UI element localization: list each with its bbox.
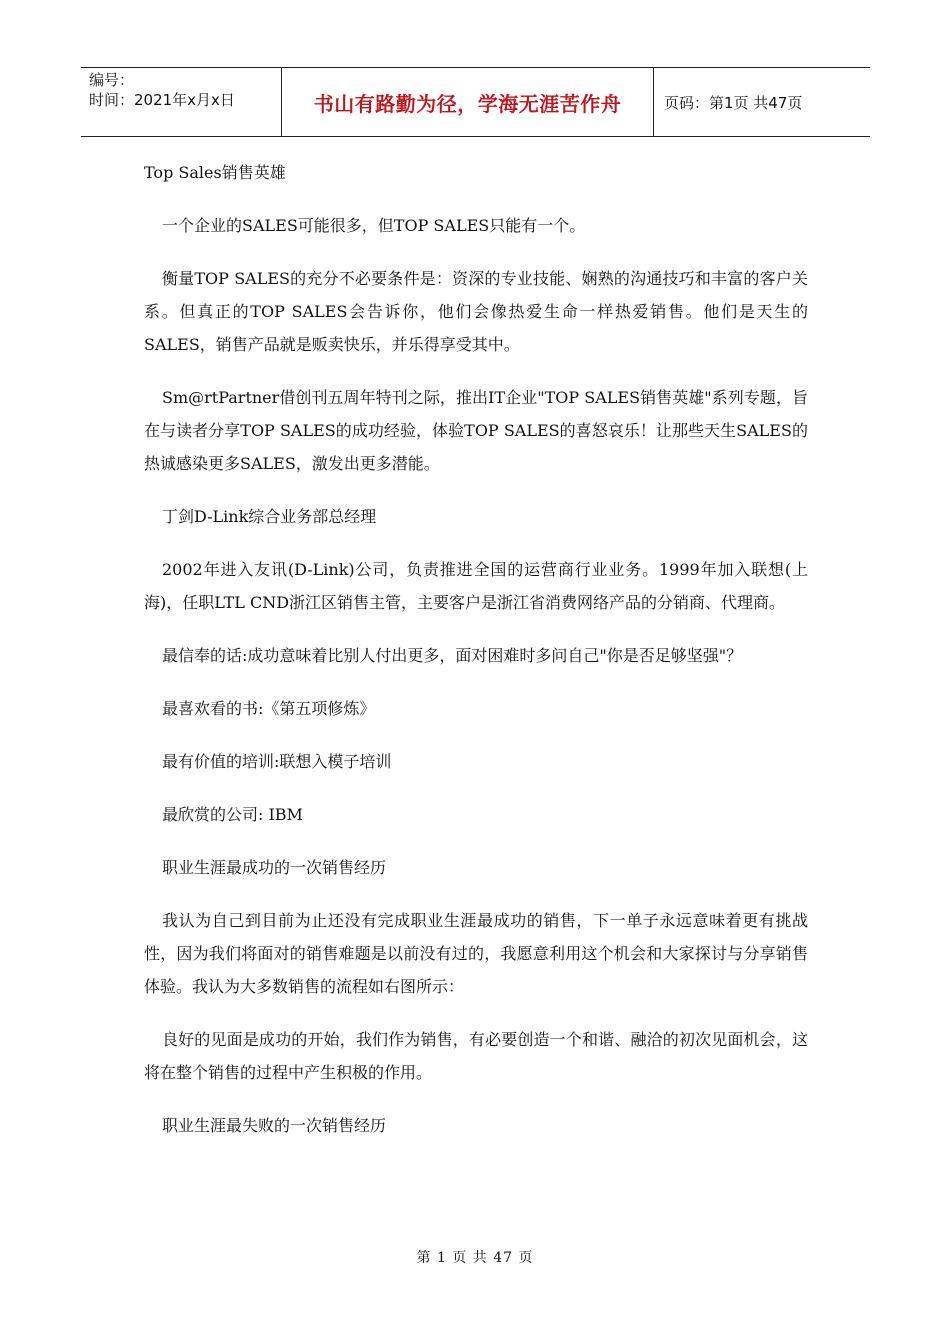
article-title: Top Sales销售英雄 (144, 163, 286, 182)
footer-page-number: 第 1 页 共 47 页 (416, 1250, 534, 1266)
motto-text: 书山有路勤为径，学海无涯苦作舟 (313, 91, 622, 116)
profile-heading: 丁剑D-Link综合业务部总经理 (162, 507, 377, 526)
paragraph: 良好的见面是成功的开始，我们作为销售，有必要创造一个和谐、融洽的初次见面机会，这将在整个销售的过程中产生积极的作用。 (144, 1030, 808, 1082)
paragraph: 最有价值的培训:联想入模子培训 (162, 752, 392, 771)
header-meta (81, 68, 281, 136)
paragraph: 2002年进入友讯(D-Link)公司，负责推进全国的运营商行业业务。1999年加入联想(上海)，任职LTL CND浙江区销售主管，主要客户是浙江省消费网络产品的分销商、代理商。 (144, 560, 808, 612)
paragraph: 最欣赏的公司: IBM (162, 805, 303, 824)
page-info-text: 页码：第1页 共47页 (664, 93, 803, 112)
number-label: 编号： (89, 71, 135, 89)
paragraph: 衡量TOP SALES的充分不必要条件是：资深的专业技能、娴熟的沟通技巧和丰富的客户关系。但真正的TOP SALES会告诉你，他们会像热爱生命一样热爱销售。他们是天生的SALES，销售产品就是贩卖快乐，并乐得享受其中。 (144, 269, 808, 354)
paragraph: 一个企业的SALES可能很多，但TOP SALES只能有一个。 (162, 216, 586, 235)
document-body (144, 156, 808, 1162)
document-header (81, 67, 870, 137)
section-heading: 职业生涯最成功的一次销售经历 (162, 858, 387, 877)
paragraph: 最喜欢看的书:《第五项修炼》 (162, 699, 376, 718)
section-heading: 职业生涯最失败的一次销售经历 (162, 1116, 387, 1135)
page-footer (0, 1247, 950, 1267)
paragraph: Sm@rtPartner借创刊五周年特刊之际，推出IT企业"TOP SALES销售英雄"系列专题，旨在与读者分享TOP SALES的成功经验，体验TOP SALES的喜怒哀乐！让那些天生SALES的热诚感染更多SALES，激发出更多潜能。 (144, 388, 808, 473)
paragraph: 最信奉的话:成功意味着比别人付出更多，面对困难时多问自己"你是否足够坚强"？ (162, 646, 743, 665)
paragraph: 我认为自己到目前为止还没有完成职业生涯最成功的销售，下一单子永远意味着更有挑战性，因为我们将面对的销售难题是以前没有过的，我愿意利用这个机会和大家探讨与分享销售体验。我认为大多数销售的流程如右图所示： (144, 911, 808, 996)
time-label: 时间：2021年x月x日 (89, 91, 235, 109)
header-page-info (654, 68, 870, 136)
header-motto-cell (281, 68, 654, 136)
